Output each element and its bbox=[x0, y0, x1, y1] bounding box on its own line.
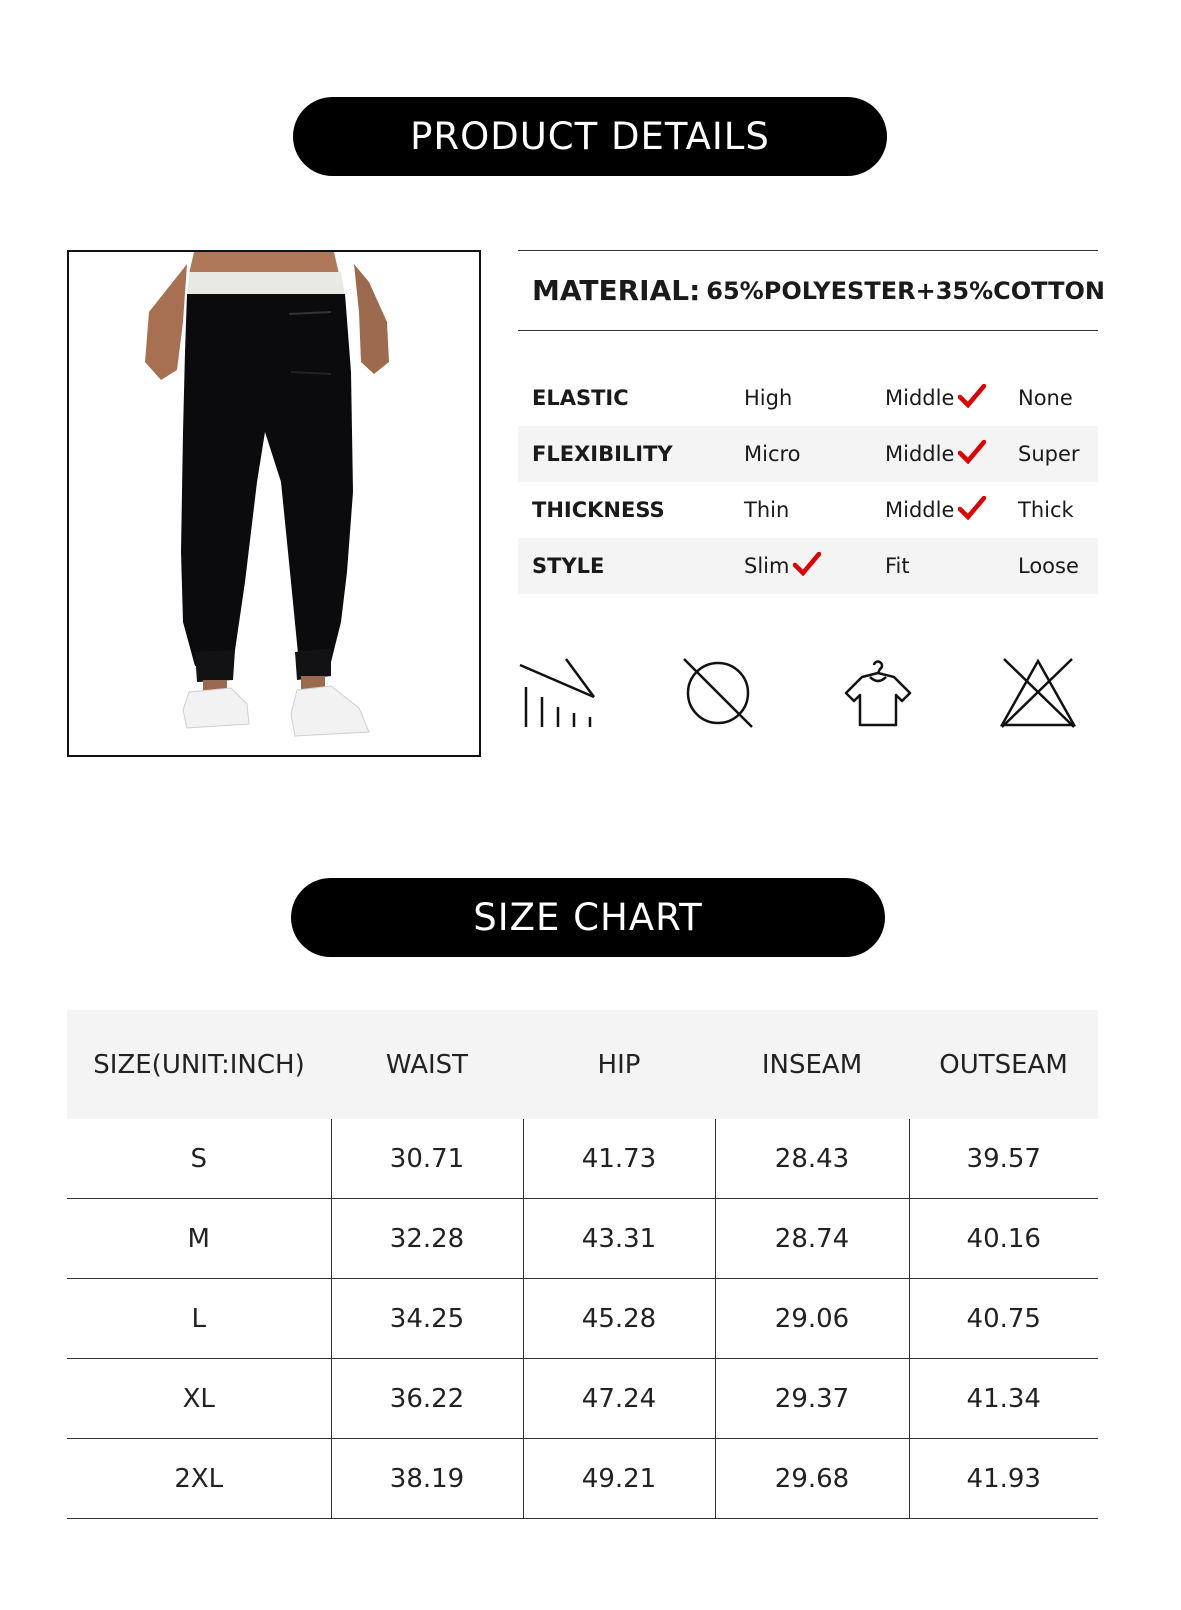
table-cell: 41.34 bbox=[909, 1359, 1098, 1439]
size-chart-title: SIZE CHART bbox=[473, 896, 703, 939]
column-header: WAIST bbox=[331, 1010, 523, 1119]
attribute-name: THICKNESS bbox=[532, 498, 665, 522]
table-cell: M bbox=[67, 1199, 331, 1279]
table-row bbox=[67, 1359, 1098, 1439]
column-header: OUTSEAM bbox=[909, 1010, 1098, 1119]
table-cell: 28.74 bbox=[715, 1199, 909, 1279]
size-chart-table bbox=[67, 1010, 1098, 1519]
attribute-option-selected: Middle bbox=[885, 426, 986, 482]
check-icon bbox=[793, 552, 821, 576]
table-header-row bbox=[67, 1010, 1098, 1119]
attribute-row-style bbox=[518, 538, 1098, 594]
check-icon bbox=[958, 384, 986, 408]
table-cell: 29.68 bbox=[715, 1439, 909, 1519]
attribute-name: STYLE bbox=[532, 554, 605, 578]
table-cell: 40.75 bbox=[909, 1279, 1098, 1359]
attribute-name: FLEXIBILITY bbox=[532, 442, 673, 466]
table-cell: 2XL bbox=[67, 1439, 331, 1519]
product-details-heading bbox=[293, 97, 887, 176]
do-not-bleach-icon bbox=[998, 657, 1078, 729]
attribute-row-flexibility bbox=[518, 426, 1098, 482]
table-cell: 28.43 bbox=[715, 1119, 909, 1199]
check-icon bbox=[958, 496, 986, 520]
attribute-option-selected: Slim bbox=[744, 538, 821, 594]
table-cell: 36.22 bbox=[331, 1359, 523, 1439]
do-not-tumble-dry-icon bbox=[678, 657, 758, 729]
material-label: MATERIAL: bbox=[532, 274, 701, 307]
attribute-option: Thick bbox=[1018, 498, 1074, 522]
table-cell: S bbox=[67, 1119, 331, 1199]
attribute-name: ELASTIC bbox=[532, 386, 629, 410]
attribute-option: Loose bbox=[1018, 554, 1079, 578]
column-header: SIZE(UNIT:INCH) bbox=[67, 1010, 331, 1119]
check-icon bbox=[958, 440, 986, 464]
product-details-title: PRODUCT DETAILS bbox=[410, 115, 770, 158]
table-cell: XL bbox=[67, 1359, 331, 1439]
column-header: HIP bbox=[523, 1010, 715, 1119]
table-cell: 32.28 bbox=[331, 1199, 523, 1279]
table-cell: 41.73 bbox=[523, 1119, 715, 1199]
attribute-row-thickness bbox=[518, 482, 1098, 538]
attribute-option: Fit bbox=[885, 554, 910, 578]
attribute-option: None bbox=[1018, 386, 1073, 410]
attribute-option: High bbox=[744, 386, 793, 410]
table-cell: 29.37 bbox=[715, 1359, 909, 1439]
low-temperature-iron-icon bbox=[518, 657, 598, 729]
table-cell: 41.93 bbox=[909, 1439, 1098, 1519]
table-cell: 47.24 bbox=[523, 1359, 715, 1439]
table-cell: 38.19 bbox=[331, 1439, 523, 1519]
table-row bbox=[67, 1119, 1098, 1199]
table-cell: 29.06 bbox=[715, 1279, 909, 1359]
jogger-pants-illustration bbox=[69, 252, 479, 755]
table-row bbox=[67, 1199, 1098, 1279]
table-cell: 49.21 bbox=[523, 1439, 715, 1519]
hang-dry-icon bbox=[838, 657, 918, 729]
material-row bbox=[518, 250, 1105, 331]
table-row bbox=[67, 1439, 1098, 1519]
table-cell: 34.25 bbox=[331, 1279, 523, 1359]
attribute-option: Thin bbox=[744, 498, 790, 522]
table-cell: 30.71 bbox=[331, 1119, 523, 1199]
table-cell: 40.16 bbox=[909, 1199, 1098, 1279]
table-cell: 39.57 bbox=[909, 1119, 1098, 1199]
table-row bbox=[67, 1279, 1098, 1359]
attribute-table bbox=[518, 370, 1098, 594]
attribute-option-selected: Middle bbox=[885, 370, 986, 426]
attribute-option: Micro bbox=[744, 442, 801, 466]
attribute-option-selected: Middle bbox=[885, 482, 986, 538]
size-chart-heading bbox=[291, 878, 885, 957]
table-cell: 45.28 bbox=[523, 1279, 715, 1359]
column-header: INSEAM bbox=[715, 1010, 909, 1119]
material-value: 65%POLYESTER+35%COTTON bbox=[706, 276, 1105, 305]
attribute-option: Super bbox=[1018, 442, 1080, 466]
table-cell: L bbox=[67, 1279, 331, 1359]
attribute-row-elastic bbox=[518, 370, 1098, 426]
product-photo bbox=[67, 250, 481, 757]
table-cell: 43.31 bbox=[523, 1199, 715, 1279]
